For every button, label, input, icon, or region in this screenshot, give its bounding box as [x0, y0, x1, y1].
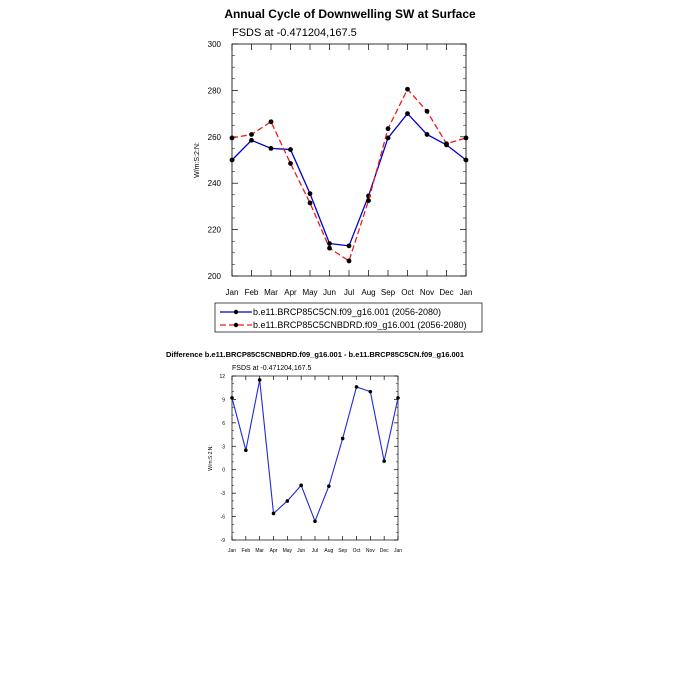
data-point: [230, 396, 234, 400]
x-tick-label: Apr: [284, 288, 297, 297]
x-tick-label: Jun: [323, 288, 336, 297]
series-line-0: [232, 380, 398, 521]
legend-label-series-cn: b.e11.BRCP85C5CN.f09_g16.001 (2056-2080): [253, 307, 441, 317]
main-chart-ylabel: W/m:S:2:N:: [194, 142, 201, 178]
legend: [215, 303, 482, 332]
difference-chart-subtitle: FSDS at -0.471204,167.5: [232, 365, 312, 372]
data-point: [299, 484, 303, 488]
y-tick-label: 9: [222, 397, 225, 404]
difference-chart-title: Difference b.e11.BRCP85C5CNBDRD.f09_g16.001 - b.e11.BRCP85C5CN.f09_g16.001: [165, 350, 465, 359]
data-point: [244, 448, 248, 452]
y-tick-label: 240: [207, 179, 221, 189]
data-point: [405, 87, 410, 92]
x-tick-label: Jan: [459, 288, 473, 297]
data-point: [366, 198, 371, 203]
data-point: [425, 109, 430, 114]
data-point: [313, 519, 317, 523]
main-chart-title: Annual Cycle of Downwelling SW at Surface: [224, 7, 476, 21]
difference-chart: [166, 350, 464, 554]
data-point: [347, 259, 352, 264]
data-point: [425, 132, 430, 137]
x-tick-label: Mar: [255, 548, 264, 554]
main-plot-frame: [232, 44, 466, 276]
y-tick-label: 3: [222, 444, 225, 451]
x-tick-label: Apr: [269, 548, 278, 554]
x-tick-label: Sep: [338, 548, 348, 554]
data-point: [396, 396, 400, 400]
x-tick-label: Feb: [241, 548, 251, 554]
y-tick-label: -9: [220, 538, 225, 544]
y-tick-label: 280: [207, 86, 221, 96]
legend-marker-series-cn: [234, 310, 238, 314]
data-point: [405, 111, 410, 116]
difference-chart-ylabel: W/m:S:2:N:: [208, 445, 214, 471]
data-point: [341, 437, 345, 441]
x-tick-label: Aug: [324, 548, 334, 554]
y-tick-label: 260: [207, 132, 221, 142]
x-tick-label: Jan: [393, 548, 403, 554]
series-line-1: [232, 89, 466, 261]
y-tick-label: -6: [220, 514, 225, 521]
y-tick-label: -3: [220, 491, 225, 498]
main-chart-subtitle: FSDS at -0.471204,167.5: [232, 27, 357, 39]
main-chart-series: [230, 87, 469, 263]
x-tick-label: Dec: [439, 288, 454, 297]
x-tick-label: Dec: [379, 548, 389, 554]
main-chart: [194, 7, 476, 297]
legend-marker-series-nbdrd: [234, 323, 238, 327]
y-tick-label: 0: [222, 467, 225, 474]
data-point: [286, 499, 290, 503]
legend-label-series-nbdrd: b.e11.BRCP85C5CNBDRD.f09_g16.001 (2056-2080): [253, 320, 467, 330]
x-tick-label: Mar: [264, 288, 278, 297]
data-point: [386, 126, 391, 131]
x-tick-label: Feb: [244, 288, 259, 297]
data-point: [444, 141, 449, 146]
x-tick-label: Jun: [297, 548, 306, 554]
data-point: [230, 158, 235, 163]
x-tick-label: Aug: [361, 288, 376, 297]
data-point: [347, 243, 352, 248]
data-point: [269, 119, 274, 124]
y-tick-label: 6: [222, 420, 225, 427]
data-point: [464, 158, 469, 163]
data-point: [382, 459, 386, 463]
difference-chart-ticks: [219, 374, 402, 554]
difference-chart-series: [230, 378, 400, 523]
x-tick-label: Jan: [225, 288, 239, 297]
data-point: [249, 138, 254, 143]
data-point: [249, 132, 254, 137]
data-point: [272, 512, 276, 516]
x-tick-label: Jul: [311, 548, 319, 554]
series-line-0: [232, 114, 466, 246]
y-tick-label: 220: [207, 225, 221, 235]
y-tick-label: 12: [219, 374, 225, 380]
data-point: [327, 484, 331, 488]
y-tick-label: 300: [207, 40, 221, 49]
difference-plot-frame: [232, 376, 398, 540]
x-tick-label: May: [302, 288, 318, 297]
main-chart-ticks: [208, 40, 473, 297]
data-point: [308, 191, 313, 196]
x-tick-label: Nov: [419, 288, 435, 297]
x-tick-label: Oct: [401, 288, 414, 297]
x-tick-label: Nov: [365, 548, 375, 554]
data-point: [230, 136, 235, 141]
data-point: [327, 246, 332, 251]
x-tick-label: Oct: [352, 548, 361, 554]
data-point: [258, 378, 262, 382]
y-tick-label: 200: [207, 272, 221, 281]
data-point: [327, 241, 332, 246]
x-tick-label: Jan: [227, 548, 237, 554]
data-point: [288, 147, 293, 152]
x-tick-label: Jul: [343, 288, 355, 297]
data-point: [269, 146, 274, 151]
x-tick-label: Sep: [380, 288, 396, 297]
x-tick-label: May: [282, 548, 293, 554]
data-point: [308, 201, 313, 206]
data-point: [355, 385, 359, 389]
data-point: [369, 390, 373, 394]
data-point: [464, 136, 469, 141]
data-point: [288, 161, 293, 166]
